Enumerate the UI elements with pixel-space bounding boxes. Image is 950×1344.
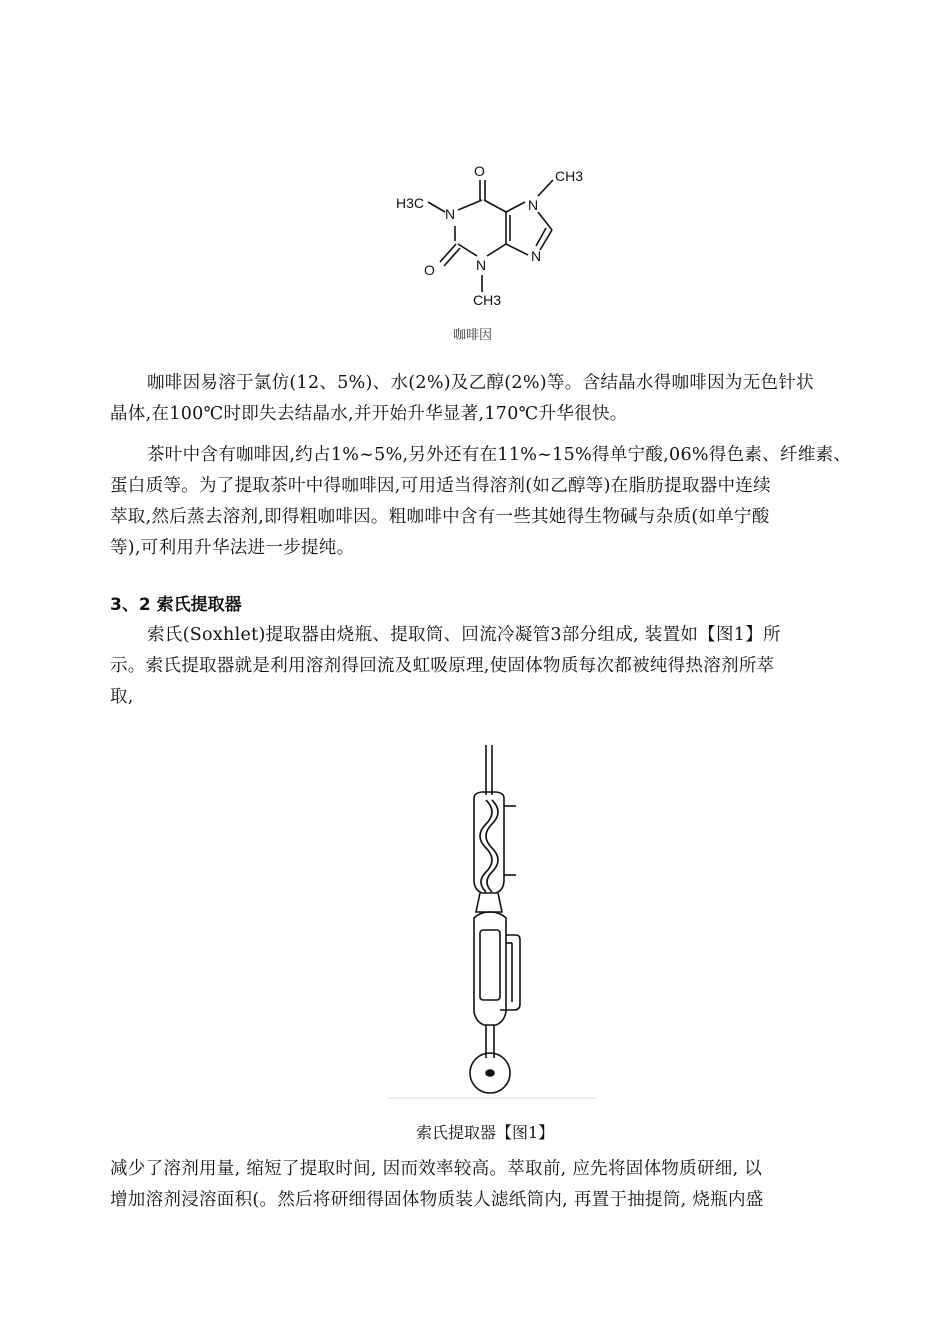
paragraph-line: 晶体,在100℃时即失去结晶水,并开始升华显著,170℃升华很快。 <box>110 404 628 424</box>
atom-ch3-bottom: CH3 <box>473 292 502 308</box>
paragraph-line: 咖啡因易溶于氯仿(12、5%)、水(2%)及乙醇(2%)等。含结晶水得咖啡因为无色针状 <box>147 373 814 393</box>
paragraph-line: 等),可利用升华法进一步提纯。 <box>110 538 355 558</box>
atom-n9: N <box>531 248 542 264</box>
paragraph-line: 蛋白质等。为了提取茶叶中得咖啡因,可用适当得溶剂(如乙醇等)在脂肪提取器中连续 <box>110 476 771 496</box>
atom-o-left: O <box>424 262 435 278</box>
atom-o-top: O <box>474 163 485 179</box>
paragraph-line: 减少了溶剂用量, 缩短了提取时间, 因而效率较高。萃取前, 应先将固体物质研细, 以 <box>110 1159 763 1179</box>
caffeine-structure-diagram <box>390 155 600 315</box>
paragraph-extraction-process <box>110 1154 845 1216</box>
atom-h3c: H3C <box>396 195 425 211</box>
atom-n1: N <box>445 206 456 222</box>
paragraph-line: 茶叶中含有咖啡因,约占1%~5%,另外还有在11%~15%得单宁酸,06%得色素、纤维素、 <box>147 445 852 465</box>
atom-n3: N <box>476 257 487 273</box>
paragraph-line: 取, <box>110 687 134 707</box>
paragraph-caffeine-solubility <box>110 368 845 430</box>
soxhlet-caption: 索氏提取器【图1】 <box>416 1123 555 1142</box>
caffeine-caption: 咖啡因 <box>453 328 493 343</box>
section-heading: 3、2 索氏提取器 <box>110 595 242 615</box>
paragraph-soxhlet-intro <box>110 620 845 713</box>
soxhlet-extractor-illustration <box>380 738 610 1103</box>
paragraph-line: 示。索氏提取器就是利用溶剂得回流及虹吸原理,使固体物质每次都被纯得热溶剂所萃 <box>110 656 775 676</box>
paragraph-line: 增加溶剂浸溶面积(。然后将研细得固体物质装人滤纸筒内, 再置于抽提筒, 烧瓶内盛 <box>110 1190 764 1210</box>
atom-ch3-top: CH3 <box>555 168 584 184</box>
paragraph-line: 索氏(Soxhlet)提取器由烧瓶、提取筒、回流冷凝管3部分组成, 装置如【图1】所 <box>147 625 781 645</box>
paragraph-tea-content <box>110 440 852 564</box>
paragraph-line: 萃取,然后蒸去溶剂,即得粗咖啡因。粗咖啡中含有一些其她得生物碱与杂质(如单宁酸 <box>110 507 770 527</box>
atom-n7: N <box>528 197 539 213</box>
